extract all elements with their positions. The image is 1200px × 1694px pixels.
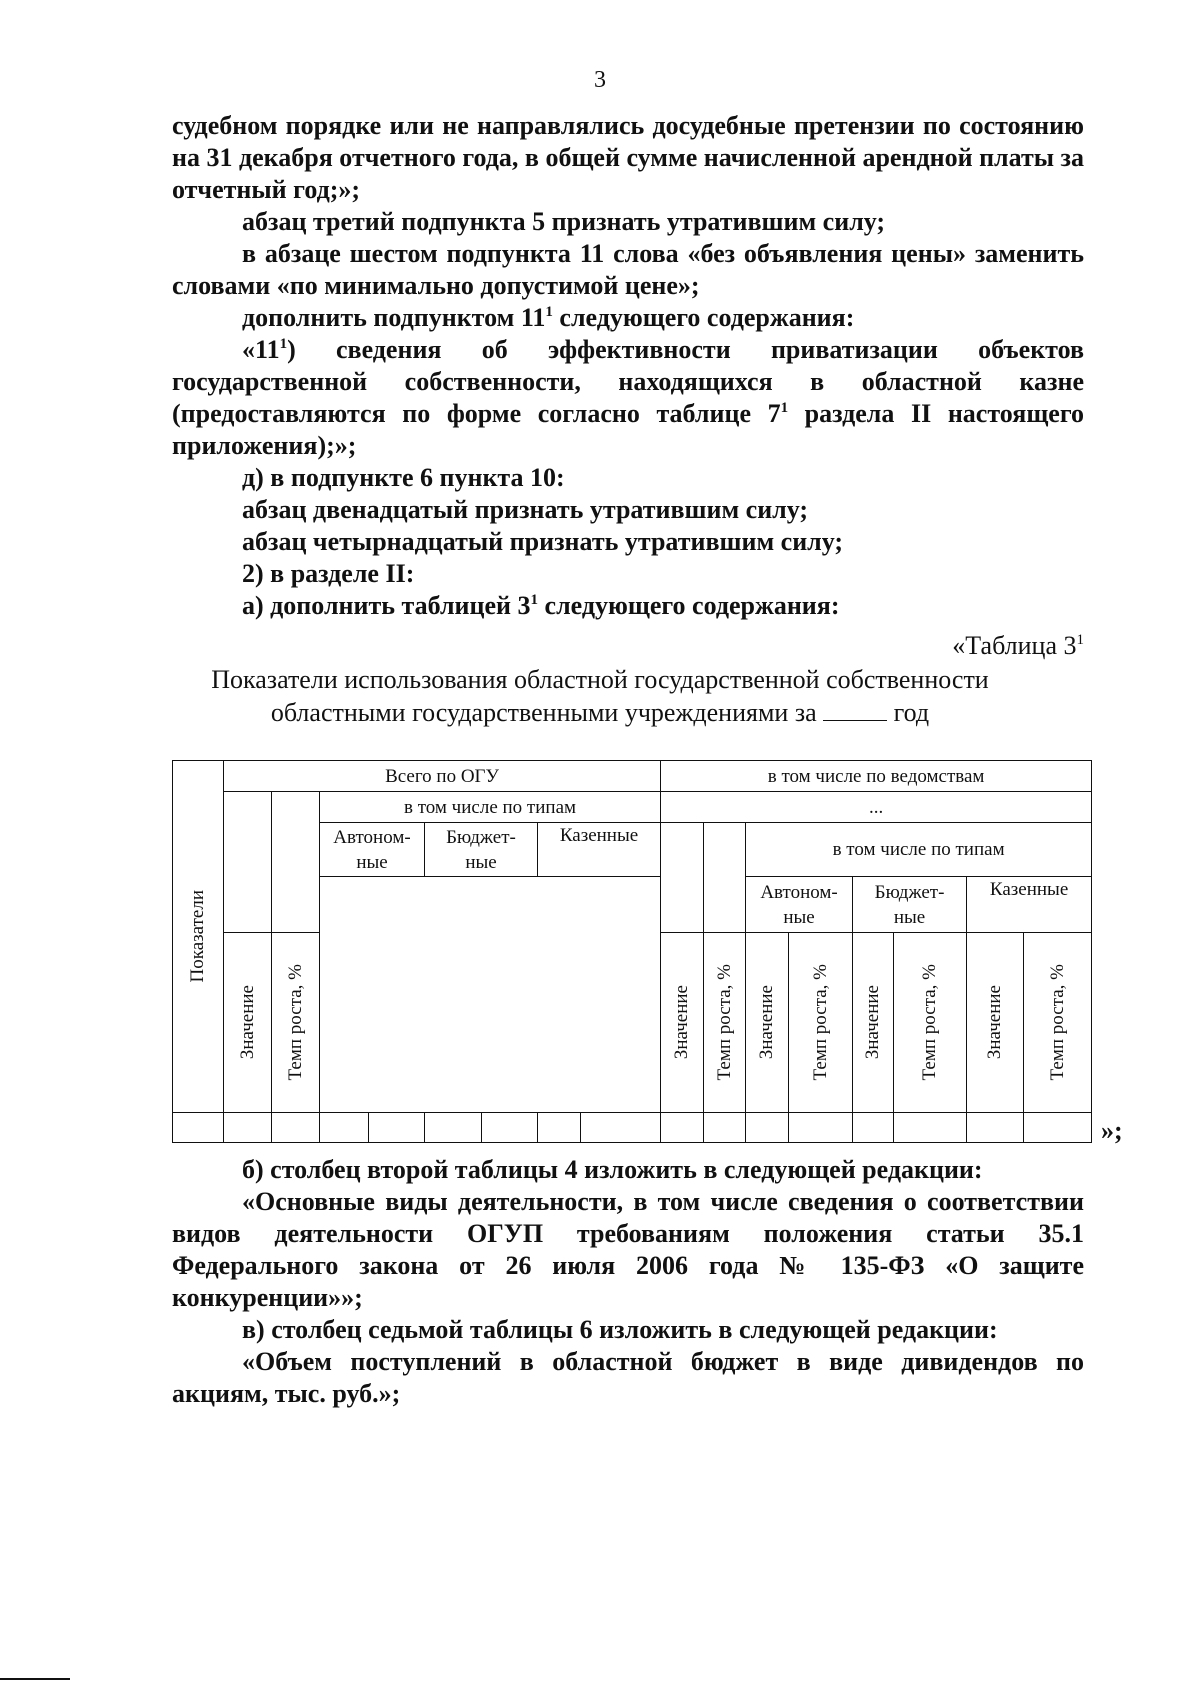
header-growth: Темп роста, % bbox=[1024, 933, 1092, 1113]
table-label bbox=[952, 630, 1084, 662]
add-subitem-text: дополнить подпунктом 11 bbox=[242, 303, 546, 332]
header-value: Значение bbox=[746, 933, 789, 1113]
header-dept-autonomous: Автоном- ные bbox=[746, 877, 853, 933]
paragraph-dividends: «Объем поступлений в областной бюджет в виде дивидендов по акциям, тыс. руб.»; bbox=[172, 1347, 1084, 1408]
cell-blank bbox=[661, 823, 704, 933]
header-growth: Темп роста, % bbox=[704, 933, 746, 1113]
add-table-text: а) дополнить таблицей 3 bbox=[242, 591, 531, 620]
header-departments: в том числе по ведомствам bbox=[661, 761, 1092, 792]
paragraph-fourteenth: абзац четырнадцатый признать утратившим силу; bbox=[242, 527, 844, 556]
paragraph-twelfth: абзац двенадцатый признать утратившим силу; bbox=[242, 495, 809, 524]
table-title-line-2-text: областными государственными учреждениями за bbox=[270, 698, 817, 727]
header-total-by-types: в том числе по типам bbox=[320, 792, 661, 823]
cell-blank bbox=[704, 823, 746, 933]
table-title-line-2-end: год bbox=[893, 698, 930, 727]
header-growth: Темп роста, % bbox=[272, 933, 320, 1113]
item-sup-2: 1 bbox=[780, 400, 789, 416]
add-subitem-sup: 1 bbox=[545, 304, 553, 320]
paragraph-c: в) столбец седьмой таблицы 6 изложить в следующей редакции: bbox=[242, 1315, 998, 1344]
header-ellipsis: ... bbox=[661, 792, 1092, 823]
table-label-sup: 1 bbox=[1076, 632, 1084, 648]
header-indicators: Показатели bbox=[173, 761, 224, 1113]
header-growth: Темп роста, % bbox=[789, 933, 853, 1113]
header-growth: Темп роста, % bbox=[894, 933, 967, 1113]
cell-blank bbox=[224, 792, 272, 933]
item-sup: 1 bbox=[279, 336, 288, 352]
add-table-sup: 1 bbox=[530, 592, 539, 608]
paragraph-sub-d: д) в подпункте 6 пункта 10: bbox=[242, 463, 565, 492]
item-open: «11 bbox=[242, 335, 280, 364]
header-dept-by-types: в том числе по типам bbox=[746, 823, 1092, 877]
header-dept-state: Казенные bbox=[967, 877, 1092, 933]
header-state: Казенные bbox=[538, 823, 661, 877]
header-value: Значение bbox=[661, 933, 704, 1113]
cell-blank bbox=[320, 877, 661, 1113]
add-table-text-end: следующего содержания: bbox=[538, 591, 840, 620]
paragraph-add-table bbox=[172, 590, 1084, 622]
header-total: Всего по ОГУ bbox=[224, 761, 661, 792]
cell-blank bbox=[272, 792, 320, 933]
table-title bbox=[150, 663, 1050, 729]
item-end: раздела II настоящего приложения);»; bbox=[172, 399, 1084, 460]
paragraph-abzac-third: абзац третий подпункта 5 признать утратившим силу; bbox=[242, 207, 886, 236]
margin-line bbox=[0, 1678, 70, 1680]
header-value: Значение bbox=[853, 933, 894, 1113]
paragraph-abzac-sixth: в абзаце шестом подпункта 11 слова «без объявления цены» заменить словами «по минимально допустимой цене»; bbox=[172, 239, 1084, 300]
year-blank bbox=[823, 720, 887, 721]
header-value: Значение bbox=[967, 933, 1024, 1113]
paragraph-item-11-1 bbox=[172, 334, 1084, 462]
indicators-table bbox=[172, 760, 1091, 1146]
table-close-quote: »; bbox=[1101, 1116, 1123, 1145]
table-title-line-1: Показатели использования областной государственной собственности bbox=[211, 665, 989, 694]
header-dept-budget: Бюджет- ные bbox=[853, 877, 967, 933]
header-budget: Бюджет- ные bbox=[425, 823, 538, 877]
table-row bbox=[173, 1113, 1092, 1143]
paragraph-section-2: 2) в разделе II: bbox=[242, 559, 415, 588]
table-label-text: «Таблица 3 bbox=[952, 631, 1077, 660]
add-subitem-text-end: следующего содержания: bbox=[552, 303, 855, 332]
paragraph-continuation: судебном порядке или не направлялись досудебные претензии по состоянию на 31 декабря отчетного года, в общей сумме начисленной арендной платы за отчетный год;»; bbox=[172, 111, 1084, 204]
paragraph-b: б) столбец второй таблицы 4 изложить в следующей редакции: bbox=[242, 1155, 983, 1184]
item-mid: ) сведения об эффективности приватизации объектов государственной собственности, находящихся в областной казне (предоставляются по форме согласно таблице 7 bbox=[172, 335, 1084, 428]
header-autonomous: Автоном- ные bbox=[320, 823, 425, 877]
header-value: Значение bbox=[224, 933, 272, 1113]
paragraph-main-activities: «Основные виды деятельности, в том числе сведения о соответствии видов деятельности ОГУП требованиям положения статьи 35.1 Федерального закона от 26 июля 2006 года № 135-ФЗ «О защите конкуренции»»; bbox=[172, 1187, 1084, 1312]
table-title-line-2 bbox=[150, 696, 1050, 729]
paragraph-add-subitem bbox=[172, 302, 1084, 334]
page-number: 3 bbox=[594, 67, 606, 93]
